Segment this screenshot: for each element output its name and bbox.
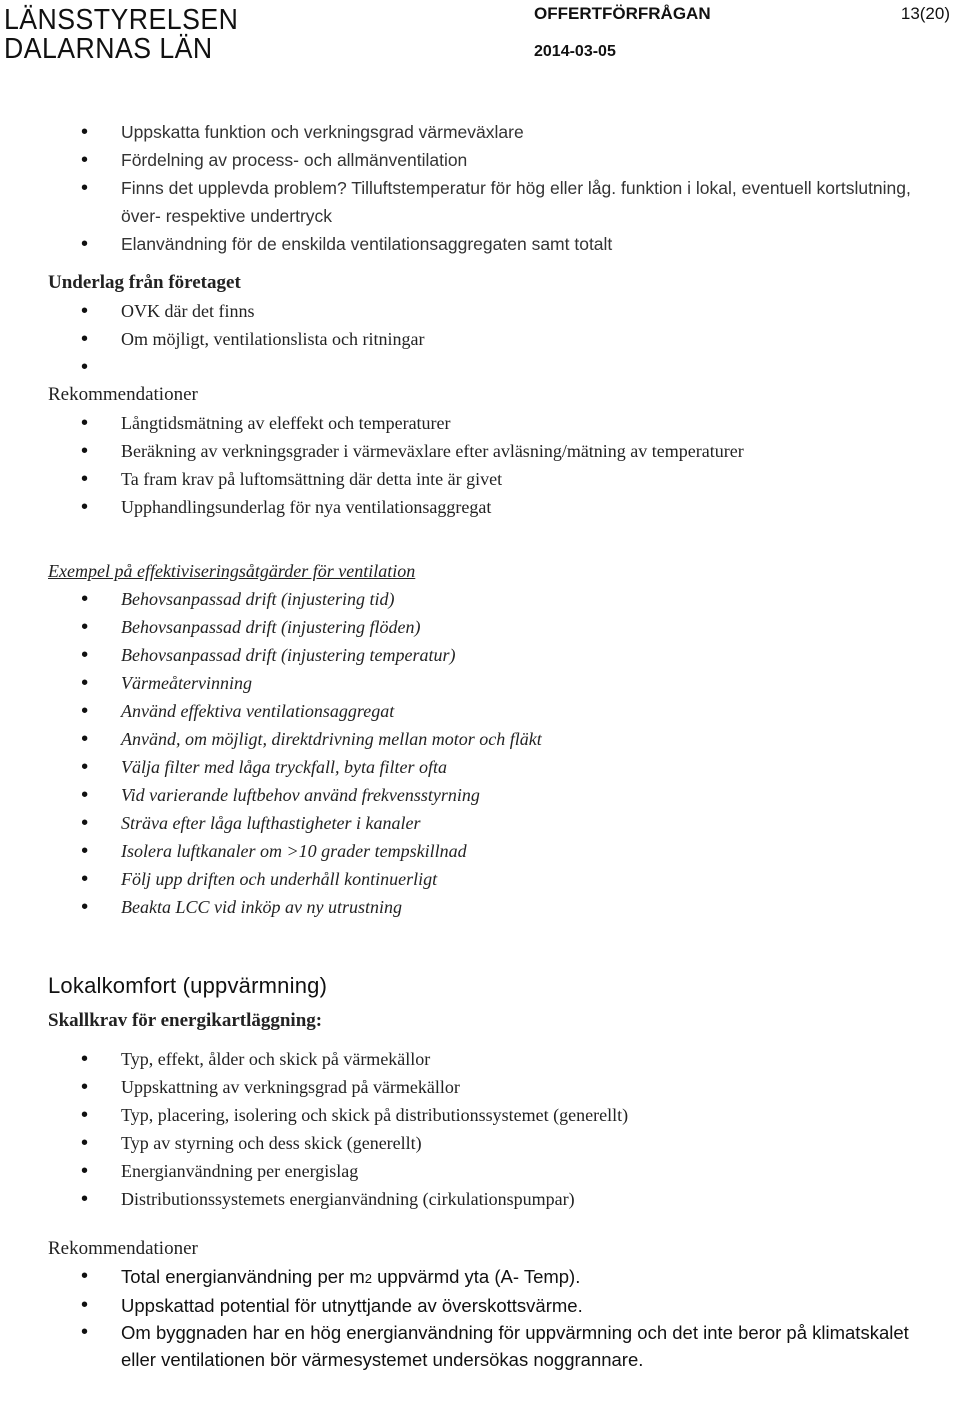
- list-item: • Uppskatta funktion och verkningsgrad värmeväxlare: [48, 118, 948, 146]
- list-item: • Om möjligt, ventilationslista och ritningar: [48, 325, 948, 353]
- rekommendationer-heading: Rekommendationer: [48, 384, 198, 405]
- top-list: [48, 118, 948, 258]
- list-item: • Sträva efter låga lufthastigheter i kanaler: [48, 809, 948, 837]
- underlag-heading: Underlag från företaget: [48, 272, 241, 293]
- list-item: • Uppskattning av verkningsgrad på värmekällor: [48, 1073, 948, 1101]
- item-text: uppvärmd yta (A- Temp).: [371, 1266, 581, 1287]
- list-item: • Följ upp driften och underhåll kontinuerligt: [48, 865, 948, 893]
- exempel-list: [48, 585, 948, 921]
- logo-line1: LÄNSSTYRELSEN: [4, 4, 239, 36]
- superscript-2: 2: [364, 1271, 372, 1286]
- underlag-list: [48, 297, 948, 381]
- list-item: [48, 1263, 948, 1292]
- rekommendationer-list: [48, 409, 948, 521]
- list-item: • Vid varierande luftbehov använd frekvensstyrning: [48, 781, 948, 809]
- list-item: • Upphandlingsunderlag för nya ventilationsaggregat: [48, 493, 948, 521]
- list-item: • Beakta LCC vid inköp av ny utrustning: [48, 893, 948, 921]
- list-item: • Behovsanpassad drift (injustering temperatur): [48, 641, 948, 669]
- list-item: • Behovsanpassad drift (injustering flöden): [48, 613, 948, 641]
- page-number: 13(20): [900, 4, 950, 23]
- list-item: • Typ av styrning och dess skick (generellt): [48, 1129, 948, 1157]
- list-item: • Behovsanpassad drift (injustering tid): [48, 585, 948, 613]
- list-item: • Fördelning av process- och allmänventilation: [48, 146, 948, 174]
- list-item: • Uppskattad potential för utnyttjande av överskottsvärme.: [48, 1292, 948, 1319]
- item-text: Total energianvändning per m: [121, 1266, 365, 1287]
- list-item: • Använd, om möjligt, direktdrivning mellan motor och fläkt: [48, 725, 948, 753]
- list-item: • Elanvändning för de enskilda ventilationsaggregaten samt totalt: [48, 230, 948, 258]
- skallkrav-list: [48, 1045, 948, 1213]
- list-item: • OVK där det finns: [48, 297, 948, 325]
- document-date: 2014-03-05: [534, 43, 616, 60]
- skallkrav-heading: Skallkrav för energikartläggning:: [48, 1010, 323, 1031]
- list-item-empty: [48, 353, 948, 381]
- list-item: • Värmeåtervinning: [48, 669, 948, 697]
- document-type: OFFERTFÖRFRÅGAN: [534, 4, 711, 23]
- document-body: [48, 118, 948, 1373]
- list-item: • Välja filter med låga tryckfall, byta filter ofta: [48, 753, 948, 781]
- list-item: • Energianvändning per energislag: [48, 1157, 948, 1185]
- logo-line2: DALARNAS LÄN: [4, 33, 213, 65]
- list-item: • Typ, placering, isolering och skick på distributionssystemet (generellt): [48, 1101, 948, 1129]
- list-item: • Använd effektiva ventilationsaggregat: [48, 697, 948, 725]
- list-item: • Distributionssystemets energianvändning (cirkulationspumpar): [48, 1185, 948, 1213]
- exempel-heading: Exempel på effektiviseringsåtgärder för ventilation: [48, 561, 416, 581]
- list-item: • Typ, effekt, ålder och skick på värmekällor: [48, 1045, 948, 1073]
- list-item: • Finns det upplevda problem? Tilluftstemperatur för hög eller låg. funktion i lokal, eventuell kortslutning, över- respektive undertryck: [48, 174, 948, 230]
- list-item: • Långtidsmätning av eleffekt och temperaturer: [48, 409, 948, 437]
- rekommendationer-list-2: [48, 1263, 948, 1373]
- list-item: • Ta fram krav på luftomsättning där detta inte är givet: [48, 465, 948, 493]
- rekommendationer-heading-2: Rekommendationer: [48, 1238, 198, 1259]
- lansstyrelsen-logo: [4, 6, 259, 64]
- list-item: • Om byggnaden har en hög energianvändning för uppvärmning och det inte beror på klimatskalet eller ventilationen bör värmesystemet undersökas noggrannare.: [48, 1319, 948, 1373]
- list-item: • Beräkning av verkningsgrader i värmeväxlare efter avläsning/mätning av temperaturer: [48, 437, 948, 465]
- lokalkomfort-title: Lokalkomfort (uppvärmning): [48, 973, 328, 998]
- list-item: • Isolera luftkanaler om >10 grader tempskillnad: [48, 837, 948, 865]
